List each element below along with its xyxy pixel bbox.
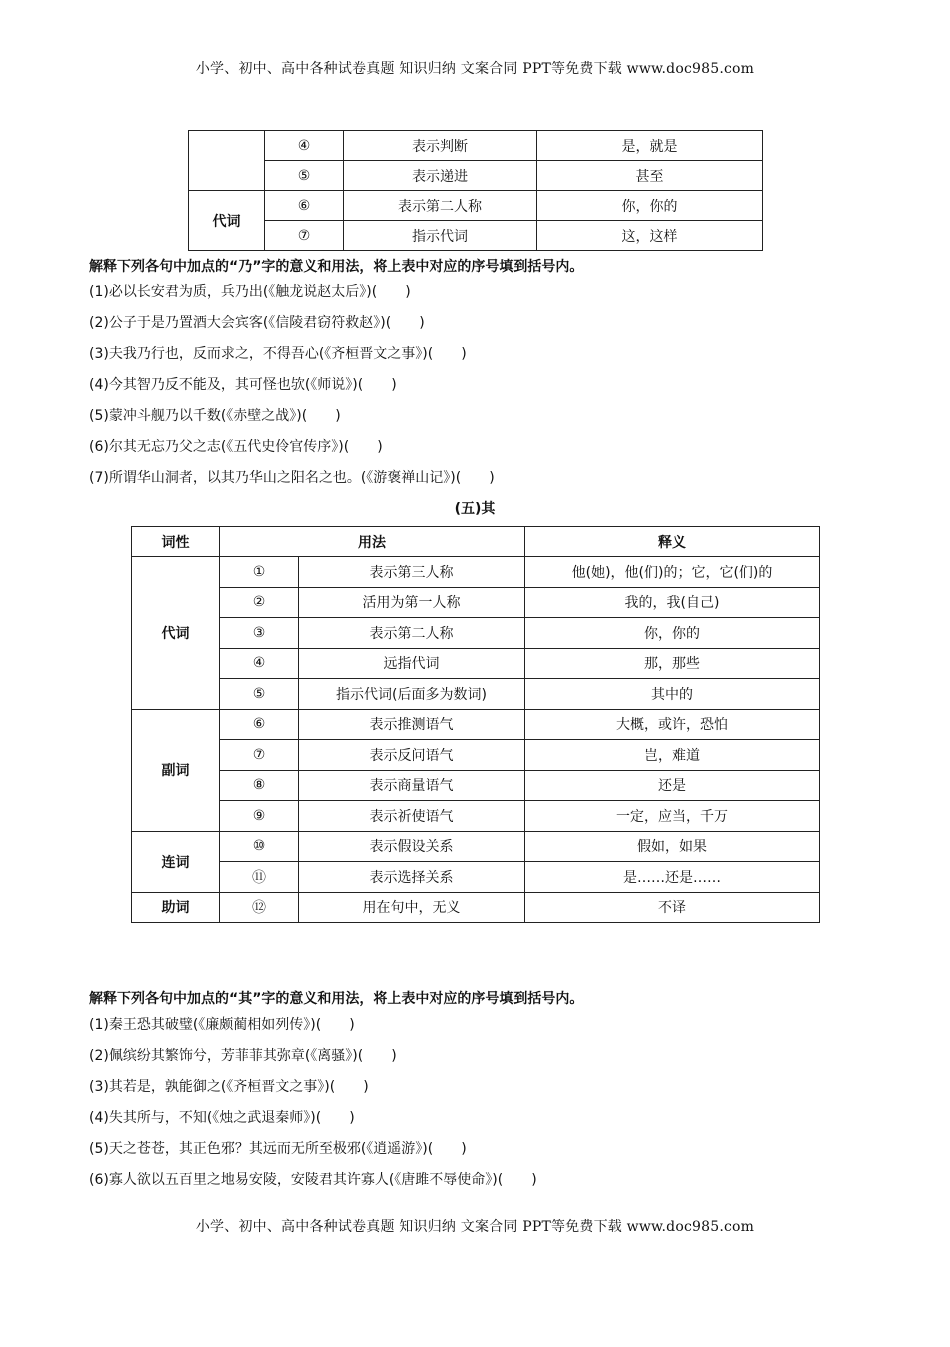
usage-cell: 表示推测语气 — [299, 709, 525, 740]
meaning-cell: 大概，或许，恐怕 — [525, 709, 820, 740]
list-item: (1)必以长安君为质，兵乃出(《触龙说赵太后》)( ) — [89, 284, 411, 300]
section-title: (五)其 — [454, 501, 496, 517]
table-row — [132, 740, 820, 771]
table-row — [132, 679, 820, 710]
usage-cell: 表示选择关系 — [299, 862, 525, 893]
qi-usage-table — [131, 526, 820, 923]
num-cell: ⑩ — [220, 831, 299, 862]
table-row — [132, 648, 820, 679]
num-cell: ③ — [220, 618, 299, 649]
num-cell: ④ — [265, 131, 344, 161]
table-row — [189, 161, 763, 191]
usage-cell: 表示第二人称 — [299, 618, 525, 649]
usage-cell: 表示反问语气 — [299, 740, 525, 771]
meaning-cell: 是，就是 — [537, 131, 763, 161]
list-item: (2)公子于是乃置酒大会宾客(《信陵君窃符救赵》)( ) — [89, 315, 425, 331]
header-usage: 用法 — [220, 527, 525, 557]
pos-cell: 连词 — [132, 831, 220, 892]
list-item: (3)夫我乃行也，反而求之，不得吾心(《齐桓晋文之事》)( ) — [89, 346, 467, 362]
list-item: (7)所谓华山洞者，以其乃华山之阳名之也。(《游褒禅山记》)( ) — [89, 470, 495, 486]
usage-cell: 表示祈使语气 — [299, 801, 525, 832]
table-row — [132, 831, 820, 862]
table-row — [132, 557, 820, 588]
num-cell: ⑤ — [220, 679, 299, 710]
list-item: (5)蒙冲斗舰乃以千数(《赤壁之战》)( ) — [89, 408, 341, 424]
list-item: (4)今其智乃反不能及，其可怪也欤(《师说》)( ) — [89, 377, 397, 393]
usage-cell: 表示假设关系 — [299, 831, 525, 862]
meaning-cell: 这，这样 — [537, 221, 763, 251]
meaning-cell: 他(她)，他(们)的；它，它(们)的 — [525, 557, 820, 588]
table-row — [132, 618, 820, 649]
table-row — [189, 191, 763, 221]
meaning-cell: 假如，如果 — [525, 831, 820, 862]
usage-cell: 表示第三人称 — [299, 557, 525, 588]
meaning-cell: 你，你的 — [525, 618, 820, 649]
table-row — [132, 770, 820, 801]
usage-cell: 表示递进 — [344, 161, 537, 191]
usage-cell: 表示判断 — [344, 131, 537, 161]
nai-instruction: 解释下列各句中加点的“乃”字的意义和用法，将上表中对应的序号填到括号内。 — [89, 259, 584, 275]
num-cell: ⑥ — [220, 709, 299, 740]
list-item: (6)尔其无忘乃父之志(《五代史伶官传序》)( ) — [89, 439, 383, 455]
nai-question-list — [89, 277, 495, 494]
num-cell: ⑥ — [265, 191, 344, 221]
num-cell: ① — [220, 557, 299, 588]
num-cell: ④ — [220, 648, 299, 679]
usage-cell: 用在句中，无义 — [299, 892, 525, 923]
meaning-cell: 岂，难道 — [525, 740, 820, 771]
list-item: (4)失其所与，不知(《烛之武退秦师》)( ) — [89, 1110, 355, 1126]
table-row — [132, 801, 820, 832]
header-meaning: 释义 — [525, 527, 820, 557]
table-row — [132, 587, 820, 618]
qi-question-list — [89, 1010, 537, 1196]
meaning-cell: 还是 — [525, 770, 820, 801]
meaning-cell: 一定，应当，千万 — [525, 801, 820, 832]
list-item: (3)其若是，孰能御之(《齐桓晋文之事》)( ) — [89, 1079, 369, 1095]
meaning-cell: 是……还是…… — [525, 862, 820, 893]
page-header: 小学、初中、高中各种试卷真题 知识归纳 文案合同 PPT等免费下载 www.doc985.com — [195, 61, 755, 77]
num-cell: ⑦ — [220, 740, 299, 771]
meaning-cell: 你，你的 — [537, 191, 763, 221]
usage-cell: 活用为第一人称 — [299, 587, 525, 618]
qi-instruction: 解释下列各句中加点的“其”字的意义和用法，将上表中对应的序号填到括号内。 — [89, 991, 584, 1007]
table-row — [189, 131, 763, 161]
num-cell: ⑤ — [265, 161, 344, 191]
nai-usage-table — [188, 130, 763, 251]
meaning-cell: 其中的 — [525, 679, 820, 710]
num-cell: ⑫ — [220, 892, 299, 923]
num-cell: ⑨ — [220, 801, 299, 832]
usage-cell: 表示第二人称 — [344, 191, 537, 221]
table-row — [132, 862, 820, 893]
table-row — [132, 709, 820, 740]
page-footer: 小学、初中、高中各种试卷真题 知识归纳 文案合同 PPT等免费下载 www.doc985.com — [195, 1219, 755, 1235]
pos-cell: 助词 — [132, 892, 220, 923]
pos-cell: 代词 — [189, 191, 265, 251]
meaning-cell: 甚至 — [537, 161, 763, 191]
num-cell: ⑧ — [220, 770, 299, 801]
num-cell: ⑦ — [265, 221, 344, 251]
pos-cell — [189, 131, 265, 191]
meaning-cell: 我的，我(自己) — [525, 587, 820, 618]
list-item: (1)秦王恐其破璧(《廉颇蔺相如列传》)( ) — [89, 1017, 355, 1033]
usage-cell: 表示商量语气 — [299, 770, 525, 801]
meaning-cell: 那，那些 — [525, 648, 820, 679]
num-cell: ② — [220, 587, 299, 618]
meaning-cell: 不译 — [525, 892, 820, 923]
table-row — [189, 221, 763, 251]
header-pos: 词性 — [132, 527, 220, 557]
usage-cell: 指示代词 — [344, 221, 537, 251]
num-cell: ⑪ — [220, 862, 299, 893]
list-item: (5)天之苍苍，其正色邪？其远而无所至极邪(《逍遥游》)( ) — [89, 1141, 467, 1157]
list-item: (6)寡人欲以五百里之地易安陵，安陵君其许寡人(《唐雎不辱使命》)( ) — [89, 1172, 537, 1188]
table-header-row — [132, 527, 820, 557]
usage-cell: 指示代词(后面多为数词) — [299, 679, 525, 710]
pos-cell: 副词 — [132, 709, 220, 831]
pos-cell: 代词 — [132, 557, 220, 710]
table-row — [132, 892, 820, 923]
usage-cell: 远指代词 — [299, 648, 525, 679]
list-item: (2)佩缤纷其繁饰兮，芳菲菲其弥章(《离骚》)( ) — [89, 1048, 397, 1064]
